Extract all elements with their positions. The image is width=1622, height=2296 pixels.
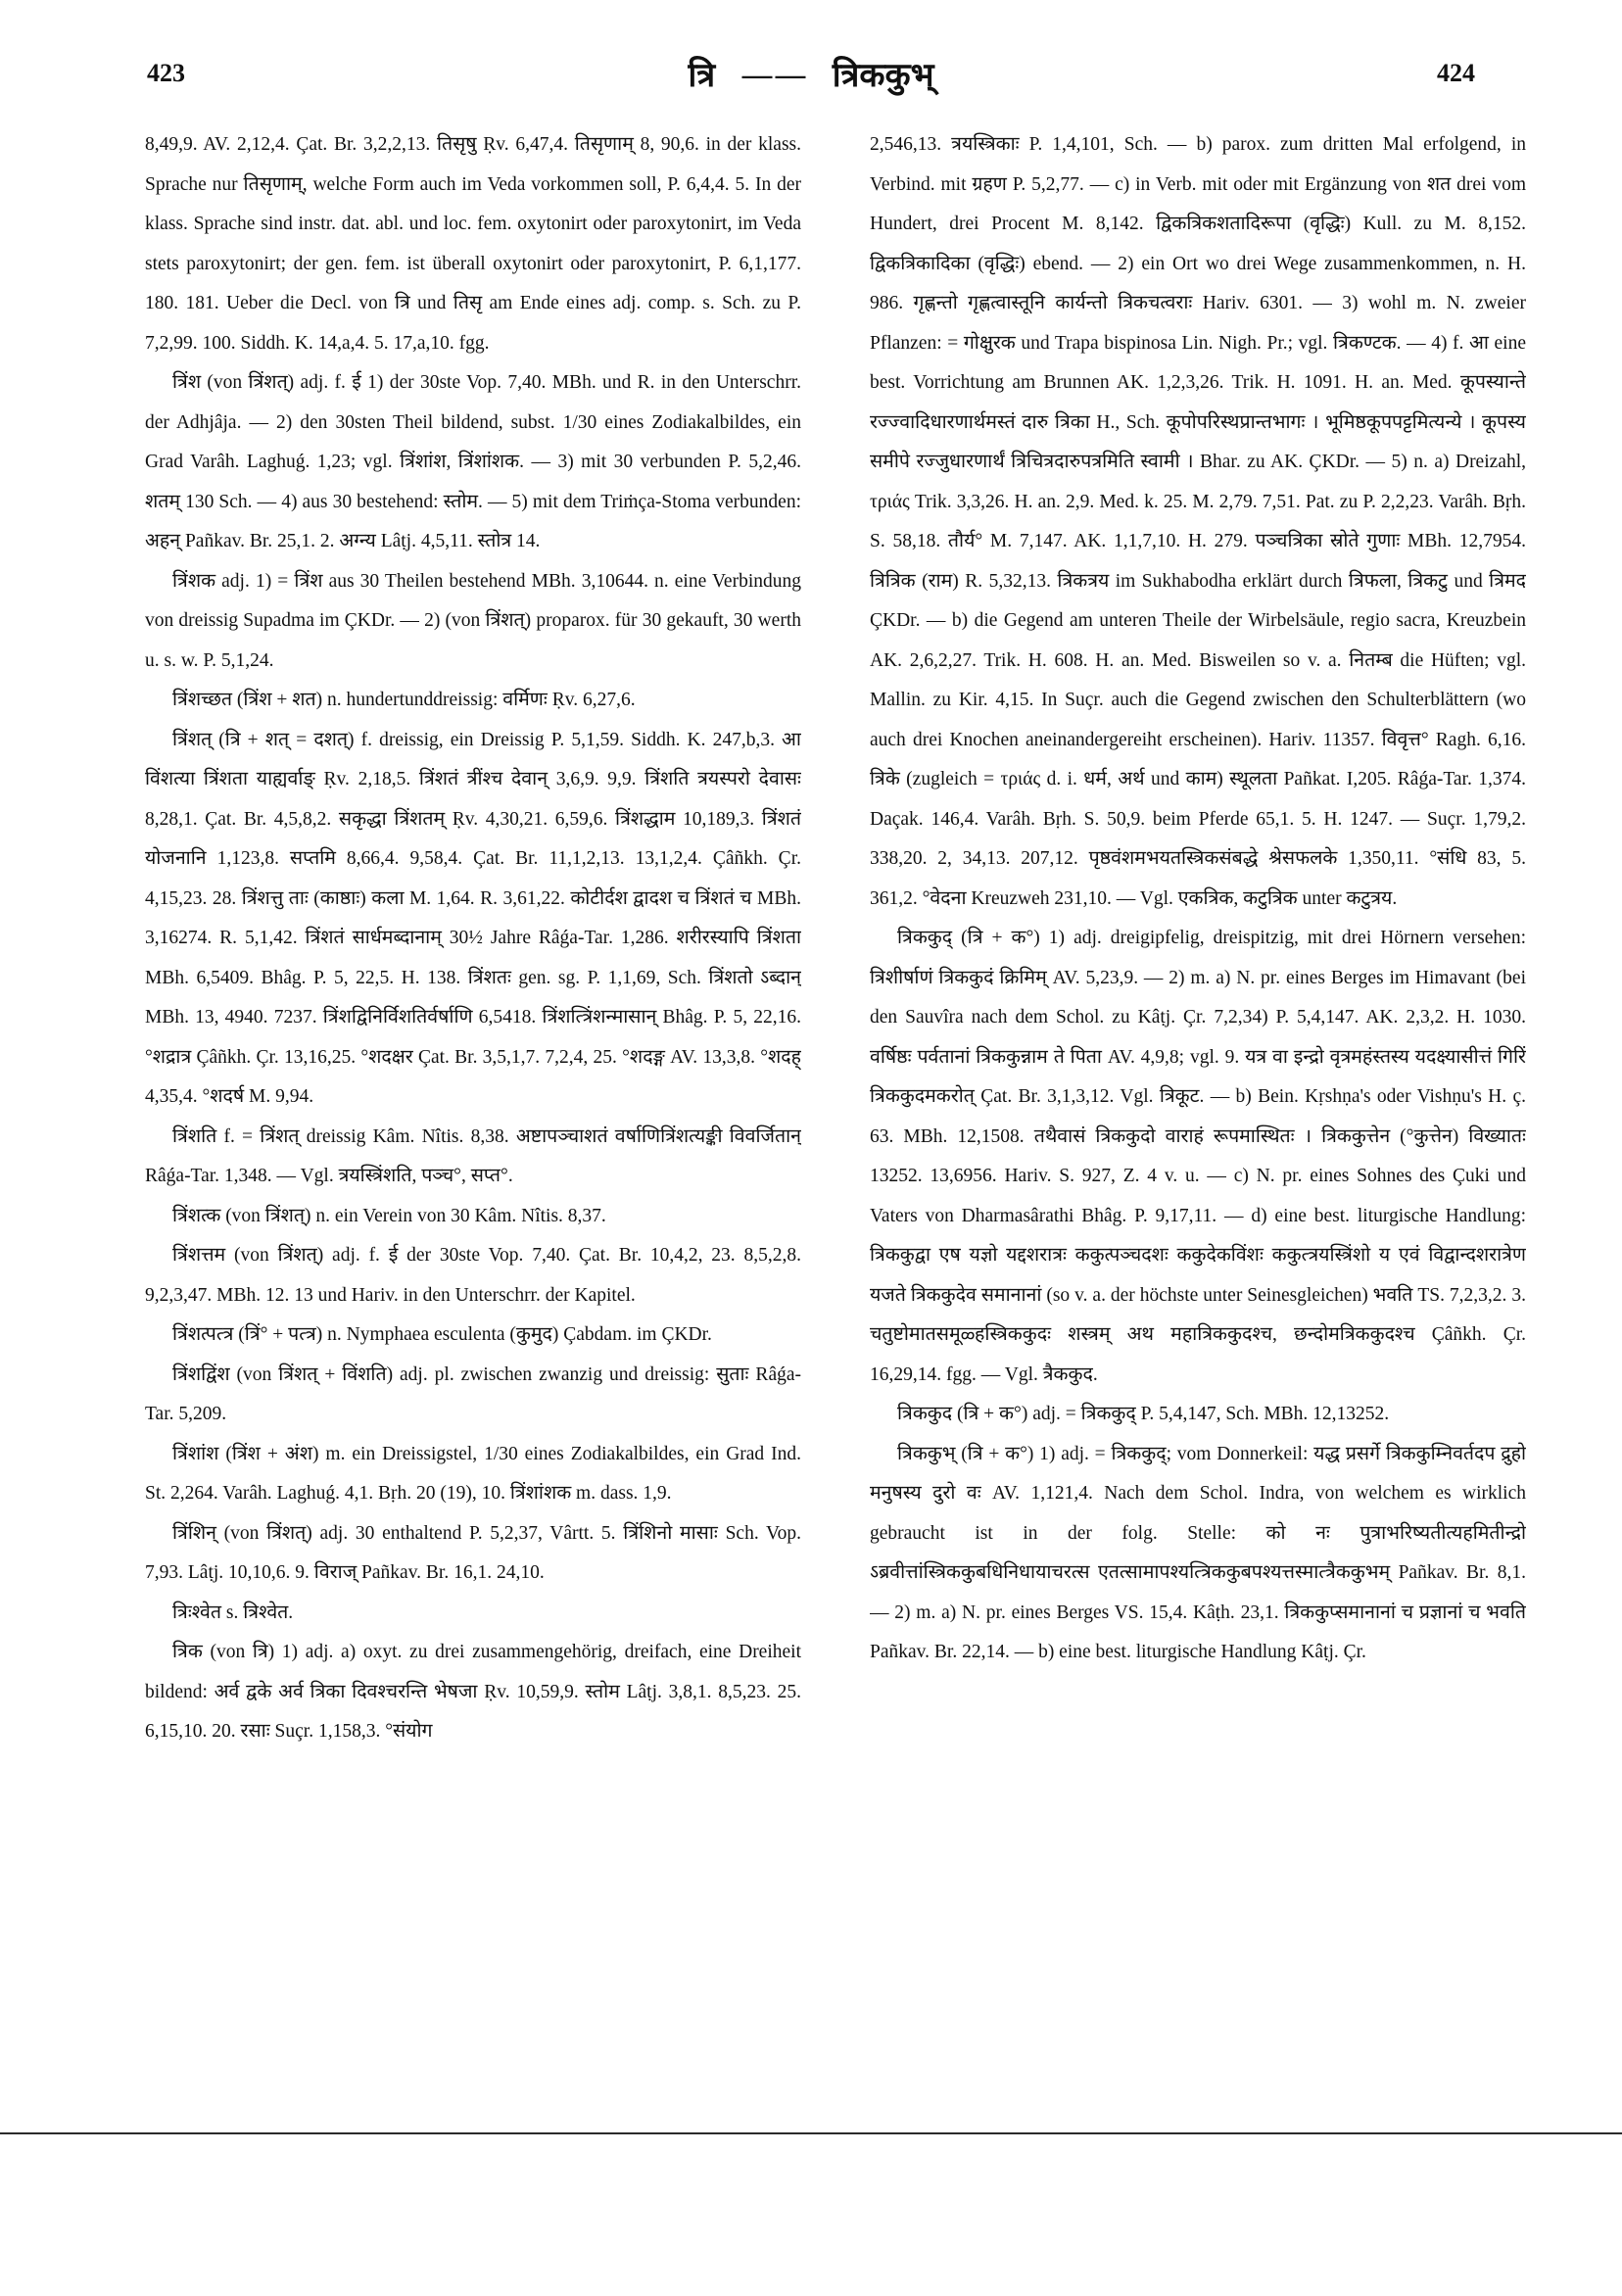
dictionary-entry: त्रिंशत्क (von त्रिंशत्) n. ein Verein von 30 Kâm. Nîtis. 8,37. (172, 1205, 606, 1226)
dictionary-entry: त्रिंशत्तम (von त्रिंशत्) adj. f. ई der 30ste Vop. 7,40. Çat. Br. 10,4,2, 23. 8,5,2,8. 9,2,3,47. MBh. 12. 13 und Hariv. in den Unterschrr. der Kapitel. (145, 1245, 801, 1306)
dictionary-entry: त्रिककुभ् (त्रि + क°) 1) adj. = त्रिककुद्; vom Donnerkeil: यद्ध प्रसर्गे त्रिककुम्निवर्तदप द्रुहो मनुषस्य दुरो वः AV. 1,121,4. Nach dem Schol. Indra, von welchem es wirklich gebraucht ist in der folg. Stelle: को नः पुत्राभरिष्यतीत्यहमितीन्द्रो ऽब्रवीत्तांस्त्रिककुबधिनिधायाचरत्स एतत्सामापश्यत्त्रिककुबपश्यत्तस्मात्त्रैककुभम् Pañkav. Br. 8,1. — 2) m. a) N. pr. eines Berges VS. 15,4. Kâṭh. 23,1. त्रिककुप्समानानां च प्रज्ञानां च भवति Pañkav. Br. 22,14. — b) eine best. liturgische Handlung Kâṭj. Çr. (870, 1443, 1526, 1662)
dictionary-entry: त्रिककुद् (त्रि + क°) 1) adj. dreigipfelig, dreispitzig, mit drei Hörnern versehen: त्रिशीर्षाणं त्रिककुदं क्रिमिम् AV. 5,23,9. — 2) m. a) N. pr. eines Berges im Himavant (bei den Sauvîra nach dem Schol. zu Kâṭj. Çr. 7,2,34) P. 5,4,147. AK. 2,3,2. H. 1030. वर्षिष्ठः पर्वतानां त्रिककुन्नाम ते पिता AV. 4,9,8; vgl. 9. यत्र वा इन्द्रो वृत्रमहंस्तस्य यदक्ष्यासीत्तं गिरिं त्रिककुदमकरोत् Çat. Br. 3,1,3,12. Vgl. त्रिकूट. — b) Bein. Kṛshṇa's oder Vishṇu's H. ç. 63. MBh. 12,1508. तथैवासं त्रिककुदो वाराहं रूपमास्थितः । त्रिककुत्तेन (°कुत्तेन) विख्यातः 13252. 13,6956. Hariv. S. 927, Z. 4 v. u. — c) N. pr. eines Sohnes des Çuki und Vaters von Dharmasârathi Bhâg. P. 9,17,11. — d) eine best. liturgische Handlung: त्रिककुद्वा एष यज्ञो यद्दशरात्रः ककुत्पञ्चदशः ककुदेकविंशः ककुत्त्रयस्त्रिंशो य एवं विद्वान्दशरात्रेण यजते त्रिककुदेव समानानां (so v. a. der höchste unter Seinesgleichen) भवति TS. 7,2,3,2. 3. चतुष्टोमातसमूळ्हस्त्रिककुदः शस्त्रम् अथ महात्रिककुदश्च, छन्दोमत्रिककुदश्च Çâñkh. Çr. 16,29,14. fgg. — Vgl. त्रैककुद. (870, 928, 1526, 1385)
headword-to: त्रिककुभ् (832, 56, 934, 95)
headword-range (147, 51, 1475, 96)
left-page-number: 423 (147, 59, 185, 87)
dictionary-entry: त्रिंशति f. = त्रिंशत् dreissig Kâm. Nîtis. 8,38. अष्टापञ्चाशतं वर्षाणित्रिंशत्यङ्की विवर्जितान् Râǵa-Tar. 1,348. — Vgl. त्रयस्त्रिंशति, पञ्च°, सप्त°. (145, 1125, 801, 1186)
dictionary-entry: त्रिंशच्छत (त्रिंश + शत) n. hundertunddreissig: वर्मिणः Ṛv. 6,27,6. (172, 690, 636, 710)
dictionary-entry: त्रिंशक adj. 1) = त्रिंश aus 30 Theilen bestehend MBh. 3,10644. n. eine Verbindung von dreissig Supadma im ÇKDr. — 2) (von त्रिंशत्) proparox. für 30 gekauft, 30 werth u. s. w. P. 5,1,24. (145, 570, 801, 671)
dictionary-entry: त्रिंशांश (त्रिंश + अंश) m. ein Dreissigstel, 1/30 eines Zodiakalbildes, ein Grad Ind. St. 2,264. Varâh. Laghuǵ. 4,1. Bṛh. 20 (19), 10. त्रिंशांशक m. dass. 1,9. (145, 1443, 801, 1504)
dictionary-entry: त्रिंशत् (त्रि + शत् = दशत्) f. dreissig, ein Dreissig P. 5,1,59. Siddh. K. 247,b,3. आ विंशत्या त्रिंशता याह्यर्वाङ् Ṛv. 2,18,5. त्रिंशतं त्रींश्च देवान् 3,6,9. 9,9. त्रिंशति त्रयस्परो देवासः 8,28,1. Çat. Br. 4,5,8,2. सकृद्धा त्रिंशतम् Ṛv. 4,30,21. 6,59,6. त्रिंशद्धाम 10,189,3. त्रिंशतं योजनानि 1,123,8. सप्तमि 8,66,4. 9,58,4. Çat. Br. 11,1,2,13. 13,1,2,4. Çâñkh. Çr. 4,15,23. 28. त्रिंशत्तु ताः (काष्ठाः) कला M. 1,64. R. 3,61,22. कोटीर्दश द्वादश च त्रिंशतं च MBh. 3,16274. R. 5,1,42. त्रिंशतं सार्धमब्दानाम् 30½ Jahre Râǵa-Tar. 1,286. शरीरस्यापि त्रिंशता MBh. 6,5409. Bhâg. P. 5, 22,5. H. 138. त्रिंशतः gen. sg. P. 1,1,69, Sch. त्रिंशतो ऽब्दान् MBh. 13, 4940. 7237. त्रिंशद्विनिर्विशतिर्वर्षाणि 6,5418. त्रिंशत्त्रिंशन्मासान् Bhâg. P. 5, 22,16. °शद्रात्र Çâñkh. Çr. 13,16,25. °शदक्षर Çat. Br. 3,5,1,7. 7,2,4, 25. °शदङ्ग AV. 13,3,8. °शदह् 4,35,4. °शदर्ष M. 9,94. (145, 729, 801, 1107)
dictionary-entry: त्रिंश (von त्रिंशत्) adj. f. ई 1) der 30ste Vop. 7,40. MBh. und R. in den Unterschrr. der Adhjâja. — 2) den 30sten Theil bildend, subst. 1/30 eines Zodiakalbildes, ein Grad Varâh. Laghuǵ. 1,23; vgl. त्रिंशांश, त्रिंशांशक. — 3) mit 30 verbunden P. 5,2,46. शतम् 130 Sch. — 4) aus 30 bestehend: स्तोम. — 5) mit dem Triṁça-Stoma verbunden: अहन् Pañkav. Br. 25,1. 2. अग्न्य Lâṭj. 4,5,11. स्तोत्र 14. (145, 372, 801, 551)
entry-continuation: 2,546,13. त्रयस्त्रिकाः P. 1,4,101, Sch. — b) parox. zum dritten Mal erfolgend, in Verbind. mit ग्रहण P. 5,2,77. — c) in Verb. mit oder mit Ergänzung von शत drei vom Hundert, drei Procent M. 8,142. द्विकत्रिकशतादिरूपा (वृद्धिः) Kull. zu M. 8,152. द्विकत्रिकादिका (वृद्धिः) ebend. — 2) ein Ort wo drei Wege zusammenkommen, n. H. 986. गृह्णन्तो गृह्णत्वास्तूनि कार्यन्तो त्रिकचत्वराः Hariv. 6301. — 3) wohl m. N. zweier Pflanzen: = गोक्षुरक und Trapa bispinosa Lin. Nigh. Pr.; vgl. त्रिकण्टक. — 4) f. आ eine best. Vorrichtung am Brunnen AK. 1,2,3,26. Trik. H. 1091. H. an. Med. कूपस्यान्ते रज्ज्वादिधारणार्थमस्तं दारु त्रिका H., Sch. कूपोपरिस्थप्रान्तभागः । भूमिष्ठकूपपट्टमित्यन्ये । कूपस्य समीपे रज्जुधारणार्थं त्रिचित्रदारुपत्रमिति स्वामी । Bhar. zu AK. ÇKDr. — 5) n. a) Dreizahl, τριάς Trik. 3,3,26. H. an. 2,9. Med. k. 25. M. 2,79. 7,51. Pat. zu P. 2,2,23. Varâh. Bṛh. S. 58,18. तौर्य° M. 7,147. AK. 1,1,7,10. H. 279. पञ्चत्रिका स्रोते गुणाः MBh. 12,7954. त्रित्रिक (राम) R. 5,32,13. त्रिकत्रय im Sukhabodha erklärt durch त्रिफला, त्रिकटु und त्रिमद ÇKDr. — b) die Gegend am unteren Theile der Wirbelsäule, regio sacra, Kreuzbein AK. 2,6,2,27. Trik. H. 608. H. an. Med. Bisweilen so v. a. नितम्ब die Hüften; vgl. Mallin. zu Kir. 4,15. In Suçr. auch die Gegend zwischen den Schulterblättern (wo auch drei Knochen aneinandergereiht erscheinen). Hariv. 11357. विवृत्त° Ragh. 6,16. त्रिके (zugleich = τριάς d. i. धर्म, अर्थ und काम) स्थूलता Pañkat. I,205. Râǵa-Tar. 1,374. Daçak. 146,4. Varâh. Bṛh. S. 50,9. beim Pferde 65,1. 5. H. 1247. — Suçr. 1,79,2. 338,20. 2, 34,13. 207,12. पृष्ठवंशमभयतस्त्रिकसंबद्धे श्रेसफलके 1,350,11. °संधि 83, 5. 361,2. °वेदना Kreuzweh 231,10. — Vgl. एकत्रिक, कटुत्रिक unter कटुत्रय. (870, 134, 1526, 909)
headword-separator: —— (739, 56, 807, 95)
dictionary-entry: त्रिक (von त्रि) 1) adj. a) oxyt. zu drei zusammengehörig, dreifach, eine Dreiheit bildend: अर्व द्वके अर्व त्रिका दिवश्चरन्ति भेषजा Ṛv. 10,59,9. स्तोम Lâṭj. 3,8,1. 8,5,23. 25. 6,15,10. 20. रसाः Suçr. 1,158,3. °संयोग (145, 1642, 801, 1742)
dictionary-entry: त्रिककुद (त्रि + क°) adj. = त्रिककुद् P. 5,4,147, Sch. MBh. 12,13252. (897, 1404, 1390, 1424)
left-column (145, 125, 801, 2065)
dictionary-entry: त्रिंशद्विंश (von त्रिंशत् + विंशति) adj. pl. zwischen zwanzig und dreissig: सुताः Râǵa-Tar. 5,209. (145, 1363, 801, 1424)
dictionary-entry: त्रिःश्वेत s. त्रिश्वेत. (172, 1602, 294, 1623)
entry-continuation: 8,49,9. AV. 2,12,4. Çat. Br. 3,2,2,13. तिसृषु Ṛv. 6,47,4. तिसृणाम् 8, 90,6. in der klass. Sprache nur तिसृणाम्, welche Form auch im Veda vorkommen soll, P. 6,4,4. 5. In der klass. Sprache sind instr. dat. abl. und loc. fem. oxytonirt oder paroxytonirt, im Veda stets paroxytonirt; der gen. fem. ist überall oxytonirt oder paroxytonirt, P. 6,1,177. 180. 181. Ueber die Decl. von त्रि und तिसृ am Ende eines adj. comp. s. Sch. zu P. 7,2,99. 100. Siddh. K. 14,a,4. 5. 17,a,10. fgg. (145, 134, 801, 354)
dictionary-entry: त्रिंशत्पत्त्र (त्रिं° + पत्त्र) n. Nymphaea esculenta (कुमुद) Çabdam. im ÇKDr. (172, 1324, 712, 1345)
right-page-number: 424 (1437, 59, 1475, 87)
running-head (147, 51, 1475, 110)
footer-rule (0, 2132, 1622, 2134)
dictionary-entry: त्रिंशिन् (von त्रिंशत्) adj. 30 enthaltend P. 5,2,37, Vârtt. 5. त्रिंशिनो मासाः Sch. Vop. 7,93. Lâṭj. 10,10,6. 9. विराज् Pañkav. Br. 16,1. 24,10. (145, 1522, 801, 1583)
headword-from: त्रि (688, 56, 716, 95)
right-column (870, 125, 1526, 2065)
